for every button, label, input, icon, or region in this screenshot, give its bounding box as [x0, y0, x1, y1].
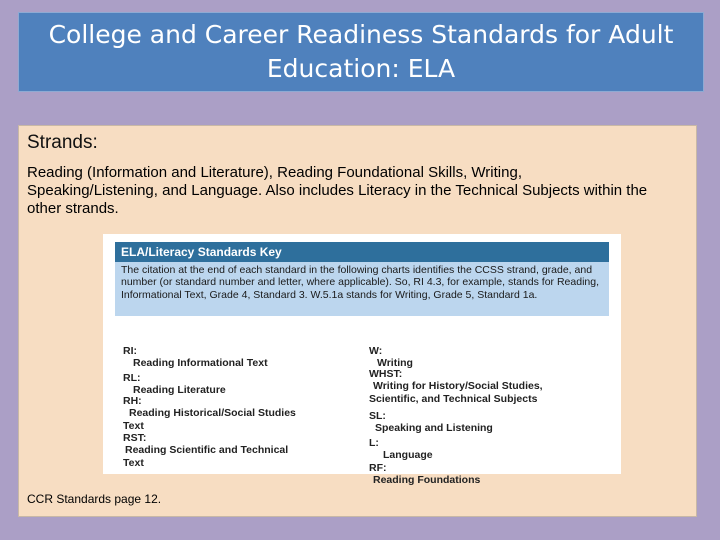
slide-title: College and Career Readiness Standards for Adult Education: ELA: [48, 20, 674, 83]
key-abbr: RI:: [123, 344, 137, 357]
key-label: Writing: [377, 357, 413, 369]
strands-heading: Strands:: [27, 132, 98, 153]
key-label: Speaking and Listening: [375, 422, 493, 434]
key-label: Writing for History/Social Studies, Scientific, and Technical Subjects: [369, 380, 543, 405]
key-label: Reading Scientific and Technical Text: [123, 444, 289, 469]
key-label: Reading Foundations: [373, 474, 481, 486]
key-abbr: W:: [369, 344, 383, 357]
key-abbr: RH:: [123, 394, 142, 407]
key-abbr: RF:: [369, 461, 387, 474]
source-caption: CCR Standards page 12.: [27, 492, 162, 506]
key-item-rf: [369, 449, 480, 487]
key-abbr: RL:: [123, 371, 141, 384]
key-header: ELA/Literacy Standards Key: [115, 242, 609, 262]
standards-key-image: [103, 234, 621, 486]
key-description: The citation at the end of each standard in the following charts identifies the CCSS strand, grade, and number (or standard number and letter, where applicable). So, RI 4.3, for example, stands for Reading, Informational Text, Grade 4, Standard 3. W.5.1a stands for Writing, Grade 5, Standard 1a.: [115, 262, 609, 316]
title-bar: [18, 12, 704, 92]
key-label: Reading Informational Text: [133, 357, 268, 369]
key-item-rst: [123, 419, 288, 469]
key-abbr: SL:: [369, 409, 386, 422]
key-abbr: WHST:: [369, 367, 403, 380]
key-abbr: L:: [369, 436, 379, 449]
key-label: Reading Historical/Social Studies Text: [123, 407, 296, 432]
strands-description: Reading (Information and Literature), Reading Foundational Skills, Writing, Speaking/Listening, and Language. Also includes Literacy in the Technical Subjects within the other strands.: [27, 164, 648, 217]
key-label: Language: [383, 449, 433, 461]
key-label: Reading Literature: [133, 384, 226, 396]
content-box: [18, 125, 697, 517]
key-abbr: RST:: [123, 431, 147, 444]
